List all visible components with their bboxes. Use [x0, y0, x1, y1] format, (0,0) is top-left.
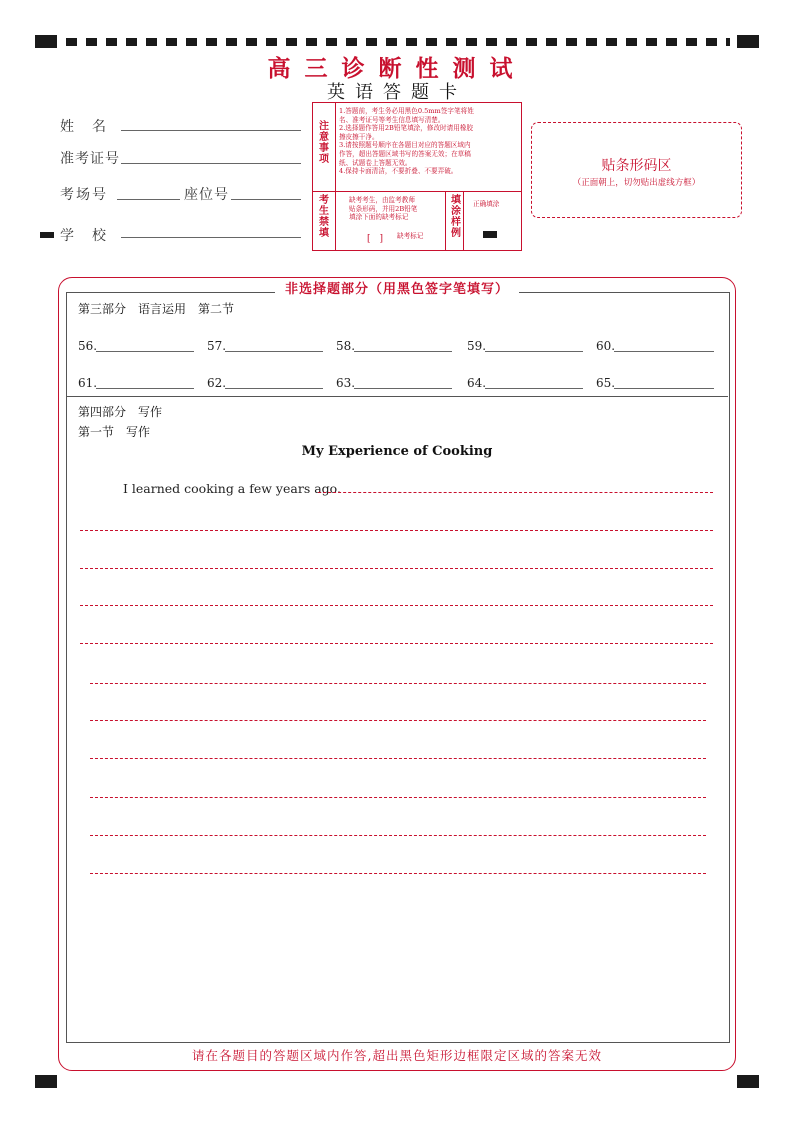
sample-label: 正确填涂: [473, 200, 500, 208]
answer-blank-57[interactable]: [225, 351, 323, 352]
writing-line[interactable]: [80, 530, 713, 531]
timing-track-top: [66, 38, 730, 46]
notice-heading: 注意事项: [319, 121, 329, 165]
question-number: 57.: [207, 339, 227, 353]
section-divider: [66, 396, 728, 397]
exam-title: 高三诊断性测试: [267, 56, 527, 82]
footer-note: 请在各题目的答题区域内作答,超出黑色矩形边框限定区域的答案无效: [192, 1048, 602, 1063]
absent-text: 缺考考生，由监考教师 贴条形码，并用2B铅笔 填涂下面的缺考标记: [349, 196, 418, 222]
answer-area-inner-frame: [66, 292, 730, 1043]
corner-mark-top-left: [35, 35, 57, 48]
writing-line[interactable]: [80, 605, 713, 606]
card-subtitle: 英语答题卡: [327, 82, 467, 103]
school-label: 学 校: [60, 228, 108, 244]
absent-mark-label: 缺考标记: [397, 232, 424, 240]
answer-blank-64[interactable]: [485, 388, 583, 389]
essay-first-line: I learned cooking a few years ago.: [123, 481, 341, 496]
writing-line[interactable]: [90, 873, 706, 874]
barcode-title: 贴条形码区: [601, 158, 672, 174]
question-number: 59.: [467, 339, 487, 353]
absent-heading: 考生禁填: [319, 195, 329, 239]
school-row-mark: [40, 232, 54, 238]
writing-line[interactable]: [90, 720, 706, 721]
corner-mark-top-right: [737, 35, 759, 48]
question-number: 65.: [596, 376, 616, 390]
barcode-area: [531, 122, 742, 218]
answer-blank-58[interactable]: [354, 351, 452, 352]
barcode-hint: （正面朝上，切勿贴出虚线方框）: [572, 178, 701, 188]
answer-blank-60[interactable]: [614, 351, 714, 352]
question-number: 61.: [78, 376, 98, 390]
nonselect-heading: 非选择题部分（用黑色签字笔填写）: [0, 278, 794, 297]
part4-section: 第一节 写作: [78, 425, 151, 439]
question-number: 64.: [467, 376, 487, 390]
name-label: 姓 名: [60, 119, 108, 135]
absent-mark-box[interactable]: [ ]: [367, 234, 384, 244]
answer-blank-61[interactable]: [96, 388, 194, 389]
answer-blank-62[interactable]: [225, 388, 323, 389]
exam-room-field[interactable]: [117, 199, 180, 200]
question-number: 56.: [78, 339, 98, 353]
question-number: 63.: [336, 376, 356, 390]
question-number: 60.: [596, 339, 616, 353]
corner-mark-bottom-right: [737, 1075, 759, 1088]
writing-line[interactable]: [90, 797, 706, 798]
part3-heading: 第三部分 语言运用 第二节: [78, 302, 235, 316]
school-field[interactable]: [121, 237, 301, 238]
notice-box: [312, 102, 522, 251]
name-field[interactable]: [121, 130, 301, 131]
answer-blank-59[interactable]: [485, 351, 583, 352]
writing-line[interactable]: [90, 758, 706, 759]
ticket-number-label: 准考证号: [60, 151, 120, 167]
sample-filled-mark: [483, 231, 497, 238]
part4-heading: 第四部分 写作: [78, 405, 163, 419]
writing-line[interactable]: [318, 492, 713, 493]
notice-text: 1.答题前，考生务必用黑色0.5mm签字笔将姓 名、准考证号等考生信息填写清楚。 2.选择题作答用2B铅笔填涂，修改时请用橡胶 擦皮擦干净。 3.请按照题号顺序在各题目对应的答题区域内 作答，超出答题区域书写的答案无效；在草稿 纸、试题卷上答题无效。 4.保持卡面清洁，不要折叠、不要弄破。: [339, 107, 474, 176]
seat-number-label: 座位号: [184, 187, 229, 203]
essay-title: My Experience of Cooking: [301, 444, 493, 459]
exam-room-label: 考场号: [60, 187, 108, 203]
ticket-number-field[interactable]: [121, 163, 301, 164]
question-number: 58.: [336, 339, 356, 353]
question-number: 62.: [207, 376, 227, 390]
writing-line[interactable]: [90, 835, 706, 836]
corner-mark-bottom-left: [35, 1075, 57, 1088]
seat-number-field[interactable]: [231, 199, 301, 200]
writing-line[interactable]: [90, 683, 706, 684]
answer-blank-56[interactable]: [96, 351, 194, 352]
answer-blank-65[interactable]: [614, 388, 714, 389]
sample-heading: 填涂样例: [451, 195, 461, 239]
writing-line[interactable]: [80, 568, 713, 569]
writing-line[interactable]: [80, 643, 713, 644]
answer-blank-63[interactable]: [354, 388, 452, 389]
